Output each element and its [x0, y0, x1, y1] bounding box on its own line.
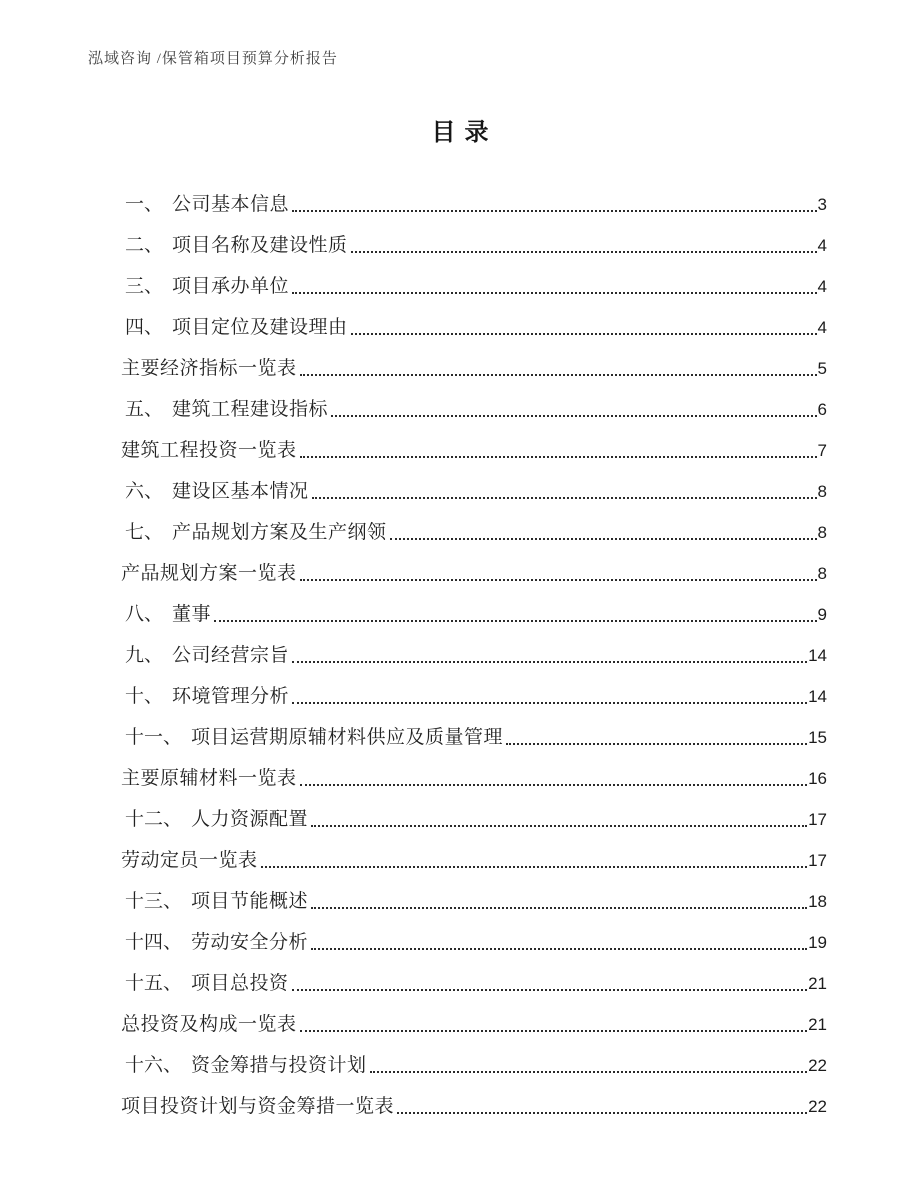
toc-entry-number: 十三、: [125, 891, 183, 912]
toc-entry-title: 项目运营期原辅材料供应及质量管理: [191, 727, 504, 748]
dotted-leader: [390, 538, 817, 540]
toc-entry[interactable]: [121, 996, 827, 1037]
dotted-leader: [292, 989, 808, 991]
toc-entry-title: 公司基本信息: [172, 194, 290, 215]
toc-entry-number: 四、: [125, 317, 164, 338]
toc-entry-number: 六、: [125, 481, 164, 502]
toc-entry-title: 项目节能概述: [191, 891, 309, 912]
toc-entry-page-number: 3: [817, 195, 827, 214]
toc-entry[interactable]: [121, 709, 827, 750]
dotted-leader: [311, 948, 807, 950]
toc-entry-title: 资金筹措与投资计划: [191, 1055, 367, 1076]
toc-entry-page-number: 21: [808, 1015, 827, 1034]
toc-entry-page-number: 21: [808, 974, 827, 993]
toc-entry-page-number: 8: [817, 564, 827, 583]
toc-entry-number: 十、: [125, 686, 164, 707]
toc-entry[interactable]: [121, 1078, 827, 1119]
toc-entry[interactable]: [121, 340, 827, 381]
dotted-leader: [351, 333, 817, 335]
toc-entry-title: 公司经营宗旨: [172, 645, 290, 666]
toc-entry-page-number: 22: [808, 1056, 827, 1075]
toc-entry-number: 十四、: [125, 932, 183, 953]
toc-entry-number: 十五、: [125, 973, 183, 994]
toc-entry-page-number: 16: [808, 769, 827, 788]
toc-entry-title: 总投资及构成一览表: [121, 1014, 297, 1035]
toc-entry[interactable]: [121, 258, 827, 299]
toc-entry-title: 项目名称及建设性质: [172, 235, 348, 256]
toc-entry[interactable]: [121, 217, 827, 258]
toc-entry-page-number: 14: [808, 687, 827, 706]
toc-entry-page-number: 6: [817, 400, 827, 419]
toc-entry-title: 产品规划方案一览表: [121, 563, 297, 584]
dotted-leader: [370, 1071, 808, 1073]
toc-entry-number: 一、: [125, 194, 164, 215]
toc-entry-number: 三、: [125, 276, 164, 297]
dotted-leader: [397, 1112, 807, 1114]
toc-entry-number: 十二、: [125, 809, 183, 830]
toc-entry-number: 七、: [125, 522, 164, 543]
dotted-leader: [214, 620, 817, 622]
toc-entry-title: 产品规划方案及生产纲领: [172, 522, 387, 543]
toc-entry-number: 五、: [125, 399, 164, 420]
toc-entry-title: 董事: [172, 604, 212, 625]
toc-entry-page-number: 4: [817, 236, 827, 255]
dotted-leader: [300, 1030, 808, 1032]
toc-entry-title: 人力资源配置: [191, 809, 309, 830]
toc-entry[interactable]: [121, 914, 827, 955]
dotted-leader: [292, 661, 807, 663]
dotted-leader: [300, 456, 817, 458]
toc-entry[interactable]: [121, 586, 827, 627]
toc-entry[interactable]: [121, 873, 827, 914]
toc-entry-title: 主要经济指标一览表: [121, 358, 297, 379]
toc-entry-title: 主要原辅材料一览表: [121, 768, 297, 789]
toc-entry[interactable]: [121, 955, 827, 996]
dotted-leader: [351, 251, 817, 253]
dotted-leader: [300, 374, 817, 376]
toc-entry-title: 劳动定员一览表: [121, 850, 258, 871]
dotted-leader: [261, 866, 808, 868]
toc-entry-page-number: 8: [817, 523, 827, 542]
dotted-leader: [311, 825, 807, 827]
toc-entry-title: 项目投资计划与资金筹措一览表: [121, 1096, 395, 1117]
toc-entry-title: 项目定位及建设理由: [172, 317, 348, 338]
dotted-leader: [292, 292, 817, 294]
toc-entry-page-number: 5: [817, 359, 827, 378]
toc-entry[interactable]: [121, 832, 827, 873]
toc-entry-title: 建筑工程建设指标: [172, 399, 329, 420]
toc-entry-number: 九、: [125, 645, 164, 666]
toc-entry-page-number: 22: [808, 1097, 827, 1116]
dotted-leader: [506, 743, 807, 745]
toc-entry[interactable]: [121, 545, 827, 586]
dotted-leader: [300, 784, 808, 786]
toc-entry[interactable]: [121, 299, 827, 340]
toc-entry[interactable]: [121, 668, 827, 709]
toc-entry-title: 环境管理分析: [172, 686, 290, 707]
toc-entry-page-number: 4: [817, 318, 827, 337]
toc-entry-number: 二、: [125, 235, 164, 256]
toc-entry-title: 项目承办单位: [172, 276, 290, 297]
toc-entry-page-number: 17: [808, 851, 827, 870]
toc-entry[interactable]: [121, 750, 827, 791]
toc-entry[interactable]: [121, 381, 827, 422]
toc-entry-page-number: 19: [808, 933, 827, 952]
dotted-leader: [292, 210, 817, 212]
toc-entry[interactable]: [121, 627, 827, 668]
dotted-leader: [312, 497, 817, 499]
toc-entry-number: 十六、: [125, 1055, 183, 1076]
page-title: 目录: [431, 120, 498, 146]
toc-entry-title: 项目总投资: [191, 973, 289, 994]
document-header: 泓域咨询 /保管箱项目预算分析报告: [88, 51, 338, 67]
toc-entry[interactable]: [121, 1037, 827, 1078]
table-of-contents: [121, 176, 827, 1119]
dotted-leader: [311, 907, 807, 909]
toc-entry[interactable]: [121, 422, 827, 463]
toc-entry-page-number: 4: [817, 277, 827, 296]
toc-entry-title: 劳动安全分析: [191, 932, 309, 953]
toc-entry-page-number: 17: [808, 810, 827, 829]
toc-entry-title: 建设区基本情况: [172, 481, 309, 502]
toc-entry[interactable]: [121, 463, 827, 504]
toc-entry-title: 建筑工程投资一览表: [121, 440, 297, 461]
toc-entry[interactable]: [121, 791, 827, 832]
toc-entry-number: 十一、: [125, 727, 183, 748]
toc-entry-page-number: 18: [808, 892, 827, 911]
toc-entry-number: 八、: [125, 604, 164, 625]
toc-entry-page-number: 9: [817, 605, 827, 624]
toc-entry[interactable]: [121, 176, 827, 217]
dotted-leader: [331, 415, 817, 417]
dotted-leader: [292, 702, 807, 704]
toc-entry-page-number: 15: [808, 728, 827, 747]
toc-entry[interactable]: [121, 504, 827, 545]
toc-entry-page-number: 7: [817, 441, 827, 460]
dotted-leader: [300, 579, 817, 581]
toc-entry-page-number: 14: [808, 646, 827, 665]
toc-entry-page-number: 8: [817, 482, 827, 501]
